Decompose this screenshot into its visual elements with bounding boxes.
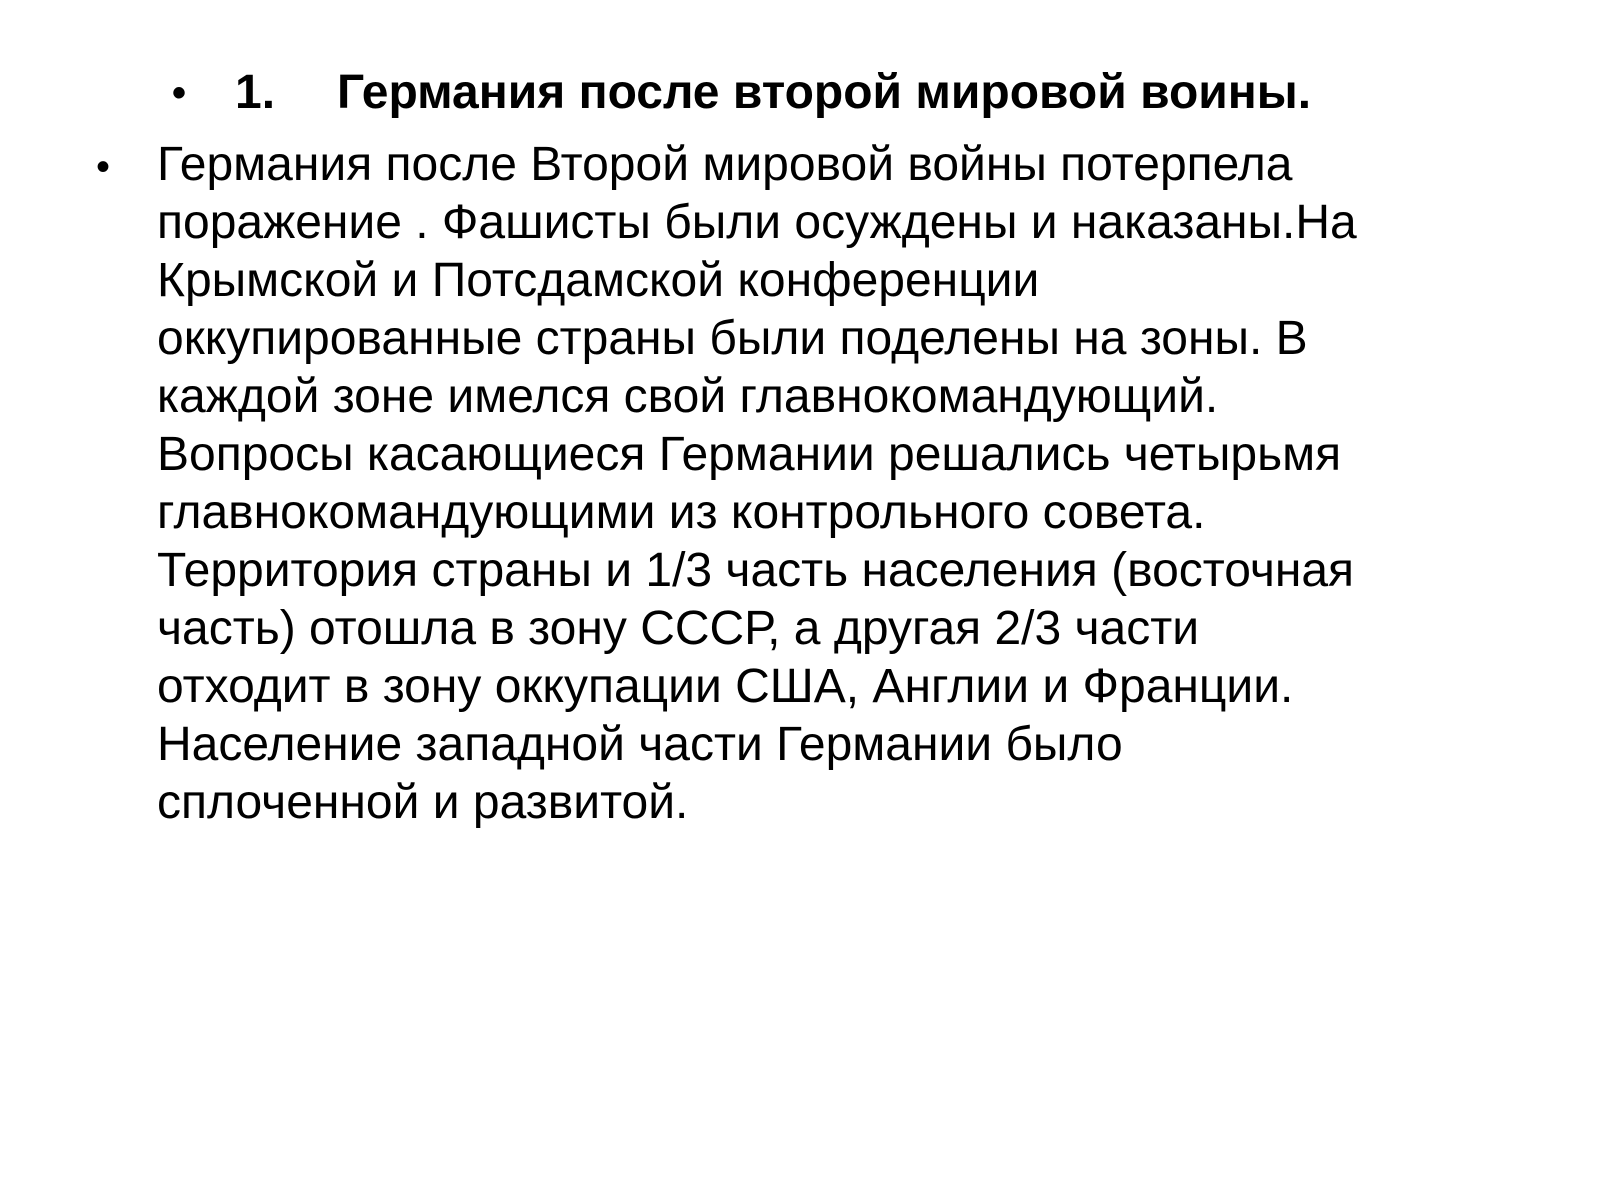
body-line-4: оккупированные страны были поделены на зоны. В	[157, 312, 1308, 365]
body-line-7: главнокомандующими из контрольного совета.	[157, 486, 1206, 539]
body-line-9: часть) отошла в зону СССР, а другая 2/3 части	[157, 602, 1200, 655]
title-bullet: •	[172, 71, 187, 115]
body-line-8: Территория страны и 1/3 часть населения (восточная	[157, 544, 1355, 597]
body-line-5: каждой зоне имелся свой главнокомандующий.	[157, 370, 1219, 423]
body-line-12: сплоченной и развитой.	[157, 776, 689, 829]
body-line-2: поражение . Фашисты были осуждены и наказаны.На	[157, 196, 1357, 249]
title-text: Германия после второй мировой воины.	[337, 66, 1312, 119]
body-line-1: Германия после Второй мировой войны потерпела	[157, 138, 1293, 191]
body-bullet: •	[96, 145, 111, 189]
body-text	[157, 136, 1537, 832]
title-number: 1.	[235, 66, 276, 119]
body-line-10: отходит в зону оккупации США, Англии и Франции.	[157, 660, 1294, 713]
body-line-3: Крымской и Потсдамской конференции	[157, 254, 1040, 307]
body-line-6: Вопросы касающиеся Германии решались четырьмя	[157, 428, 1342, 481]
slide-title	[0, 64, 1600, 134]
body-line-11: Население западной части Германии было	[157, 718, 1123, 771]
